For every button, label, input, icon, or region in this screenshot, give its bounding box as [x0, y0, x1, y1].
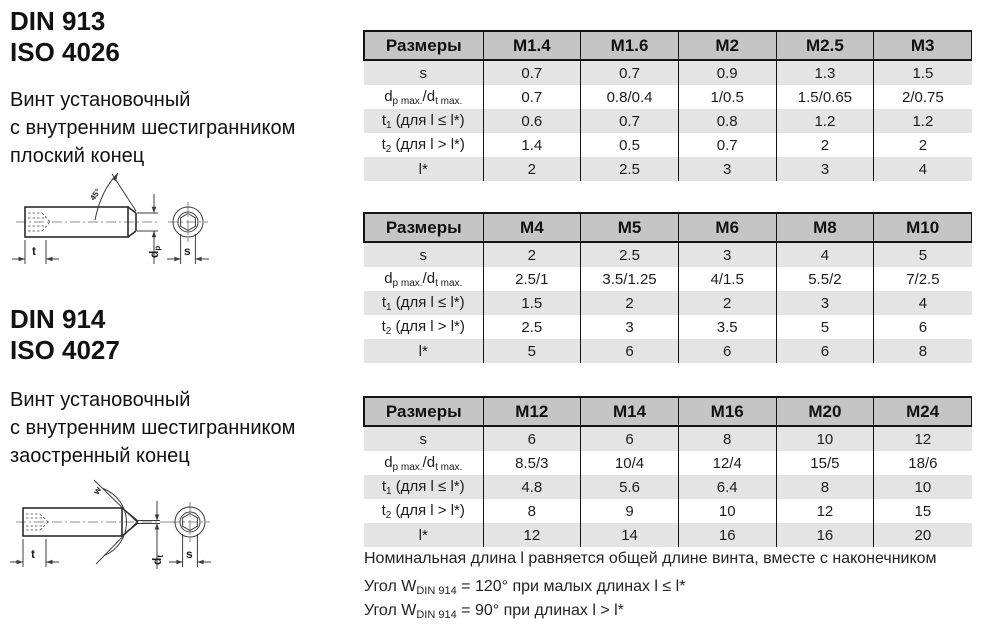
value-cell: 2 — [678, 291, 776, 315]
header-row — [364, 31, 972, 60]
subscript: DIN 914 — [416, 609, 457, 621]
text-segment: = 90° при длинах l > l* — [456, 602, 624, 619]
table-row — [364, 267, 972, 291]
value-cell: 1.2 — [776, 109, 874, 133]
end-view — [169, 502, 211, 567]
value-cell: 8 — [874, 339, 972, 363]
value-cell: 3.5/1.25 — [581, 267, 679, 291]
col-header-sizes: Размеры — [364, 213, 483, 242]
text-segment: /d — [422, 453, 436, 471]
value-cell: 1/0.5 — [678, 85, 776, 109]
col-header-sizes: Размеры — [364, 397, 483, 426]
value-cell: 2.5 — [581, 242, 679, 267]
subscript: DIN 914 — [416, 585, 457, 597]
col-header-size: M10 — [874, 213, 972, 242]
description-line: плоский конец — [10, 145, 145, 167]
text-segment: s — [419, 246, 427, 264]
text-segment: s — [419, 64, 427, 82]
value-cell: 0.8/0.4 — [581, 85, 679, 109]
value-cell: 6 — [581, 339, 679, 363]
value-cell: 15 — [874, 499, 972, 523]
text-segment: d — [384, 87, 393, 105]
value-cell: 10 — [874, 475, 972, 499]
value-cell: 0.5 — [581, 133, 679, 157]
value-cell: 0.9 — [678, 60, 776, 85]
text-segment: (для l ≤ l*) — [391, 111, 465, 129]
table-row — [364, 523, 972, 547]
value-cell: 12 — [776, 499, 874, 523]
value-cell: 2 — [776, 133, 874, 157]
row-label-cell — [364, 426, 483, 451]
text-segment: t — [381, 293, 387, 311]
value-cell: 0.7 — [581, 60, 679, 85]
value-cell: 9 — [581, 499, 679, 523]
standard-block-din914 — [10, 304, 120, 366]
note-angle-90 — [364, 602, 624, 621]
value-cell: 2.5 — [581, 157, 679, 181]
value-cell: 3 — [678, 157, 776, 181]
description-line: Винт установочный — [10, 389, 191, 411]
row-label-cell — [364, 267, 483, 291]
value-cell: 2 — [874, 133, 972, 157]
col-header-size: M12 — [483, 397, 581, 426]
col-header-size: M24 — [874, 397, 972, 426]
text-segment: /d — [422, 87, 436, 105]
subscript: p max. — [392, 461, 423, 473]
description-line: с внутренним шестигранником — [10, 417, 296, 439]
dimension-dt — [137, 501, 165, 569]
value-cell: 3 — [678, 242, 776, 267]
value-cell: 18/6 — [874, 451, 972, 475]
value-cell: 2 — [483, 157, 581, 181]
subscript: t max. — [435, 95, 463, 107]
flat-point-screw-drawing — [8, 168, 238, 303]
col-header-size: M3 — [874, 31, 972, 60]
value-cell: 1.2 — [874, 109, 972, 133]
col-header-size: M8 — [776, 213, 874, 242]
row-label-cell — [364, 242, 483, 267]
table-row — [364, 109, 972, 133]
value-cell: 1.5 — [874, 60, 972, 85]
text-segment: t — [381, 135, 386, 153]
description-line: заостренный конец — [10, 445, 190, 467]
text-segment: (для l ≤ l*) — [391, 293, 465, 311]
row-label-cell — [364, 339, 483, 363]
dimension-dp — [137, 194, 162, 264]
table-row — [364, 426, 972, 451]
value-cell: 12 — [874, 426, 972, 451]
value-cell: 5.6 — [581, 475, 679, 499]
col-header-size: M2.5 — [776, 31, 874, 60]
value-cell: 16 — [776, 523, 874, 547]
value-cell: 10/4 — [581, 451, 679, 475]
subscript: p max. — [392, 95, 423, 107]
value-cell: 12 — [483, 523, 581, 547]
dim-t-label: t — [32, 244, 36, 258]
dimensions-table-small-sizes — [363, 30, 972, 181]
dim-dp-label: dp — [147, 245, 162, 258]
table-row — [364, 242, 972, 267]
value-cell: 4.8 — [483, 475, 581, 499]
text-segment: Угол W — [364, 578, 417, 595]
value-cell: 6 — [678, 339, 776, 363]
subscript: 2 — [385, 325, 392, 337]
value-cell: 6 — [776, 339, 874, 363]
side-view — [12, 173, 162, 264]
end-view — [167, 202, 209, 264]
dim-s-label: s — [186, 547, 193, 561]
value-cell: 3 — [581, 315, 679, 339]
value-cell: 2.5/1 — [483, 267, 581, 291]
text-segment: t — [381, 477, 387, 495]
row-label-cell — [364, 475, 483, 499]
text-segment: d — [384, 453, 393, 471]
description-din913 — [10, 86, 295, 170]
value-cell: 0.7 — [678, 133, 776, 157]
value-cell: 0.8 — [678, 109, 776, 133]
value-cell: 5 — [874, 242, 972, 267]
value-cell: 2/0.75 — [874, 85, 972, 109]
value-cell: 8.5/3 — [483, 451, 581, 475]
value-cell: 0.7 — [483, 60, 581, 85]
col-header-size: M16 — [678, 397, 776, 426]
text-segment: t — [381, 317, 386, 335]
value-cell: 1.4 — [483, 133, 581, 157]
table-row — [364, 475, 972, 499]
text-segment: /d — [422, 269, 436, 287]
chamfer-angle-label: 45° — [88, 187, 103, 203]
table-row — [364, 157, 972, 181]
row-label-cell — [364, 157, 483, 181]
text-segment: (для l > l*) — [391, 135, 465, 153]
din-number: DIN 914 — [10, 304, 106, 334]
subscript: 1 — [386, 485, 392, 497]
value-cell: 4 — [776, 242, 874, 267]
value-cell: 0.7 — [581, 109, 679, 133]
table-row — [364, 291, 972, 315]
value-cell: 7/2.5 — [874, 267, 972, 291]
side-view — [10, 480, 176, 569]
value-cell: 8 — [776, 475, 874, 499]
dimensions-table-medium-sizes — [363, 212, 972, 363]
col-header-size: M1.4 — [483, 31, 581, 60]
value-cell: 1.5 — [483, 291, 581, 315]
value-cell: 14 — [581, 523, 679, 547]
value-cell: 0.7 — [483, 85, 581, 109]
value-cell: 2 — [483, 242, 581, 267]
subscript: p max. — [392, 277, 423, 289]
cone-point-screw-drawing — [8, 473, 238, 608]
subscript: t max. — [435, 461, 463, 473]
value-cell: 6 — [874, 315, 972, 339]
col-header-size: M2 — [678, 31, 776, 60]
table-row — [364, 85, 972, 109]
value-cell: 2 — [581, 291, 679, 315]
value-cell: 4/1.5 — [678, 267, 776, 291]
note-angle-120 — [364, 578, 685, 597]
description-din914 — [10, 386, 295, 470]
value-cell: 4 — [874, 157, 972, 181]
text-segment: (для l > l*) — [391, 501, 465, 519]
table-row — [364, 60, 972, 85]
row-label-cell — [364, 60, 483, 85]
dimensions-table-large-sizes — [363, 396, 972, 547]
row-label-cell — [364, 85, 483, 109]
table-row — [364, 339, 972, 363]
value-cell: 4 — [874, 291, 972, 315]
value-cell: 3.5 — [678, 315, 776, 339]
subscript: 2 — [385, 509, 392, 521]
row-label-cell — [364, 133, 483, 157]
header-row — [364, 397, 972, 426]
value-cell: 5.5/2 — [776, 267, 874, 291]
din-number: DIN 913 — [10, 6, 106, 36]
dim-t-label: t — [31, 547, 35, 561]
row-label-cell — [364, 315, 483, 339]
dim-s-label: s — [184, 244, 191, 258]
text-segment: t — [381, 501, 386, 519]
header-row — [364, 213, 972, 242]
value-cell: 10 — [678, 499, 776, 523]
row-label-cell — [364, 499, 483, 523]
col-header-size: M6 — [678, 213, 776, 242]
iso-number: ISO 4027 — [10, 335, 120, 365]
text-segment: l* — [418, 160, 428, 178]
col-header-size: M4 — [483, 213, 581, 242]
value-cell: 8 — [678, 426, 776, 451]
note-nominal-length: Номинальная длина l равняется общей длине винта, вместе с наконечником — [364, 550, 937, 567]
row-label-cell — [364, 291, 483, 315]
value-cell: 5 — [483, 339, 581, 363]
text-segment: l* — [418, 526, 428, 544]
subscript: 2 — [385, 143, 392, 155]
value-cell: 6.4 — [678, 475, 776, 499]
col-header-size: M14 — [581, 397, 679, 426]
text-segment: t — [381, 111, 387, 129]
text-segment: (для l > l*) — [391, 317, 465, 335]
value-cell: 5 — [776, 315, 874, 339]
table-row — [364, 499, 972, 523]
value-cell: 1.5/0.65 — [776, 85, 874, 109]
cone-angle-label: w — [91, 484, 104, 496]
text-segment: d — [384, 269, 393, 287]
description-line: с внутренним шестигранником — [10, 117, 296, 139]
subscript: t max. — [435, 277, 463, 289]
description-line: Винт установочный — [10, 89, 191, 111]
iso-number: ISO 4026 — [10, 37, 120, 67]
text-segment: Угол W — [364, 602, 417, 619]
standard-block-din913 — [10, 6, 120, 68]
value-cell: 6 — [581, 426, 679, 451]
subscript: 1 — [386, 301, 392, 313]
value-cell: 2.5 — [483, 315, 581, 339]
col-header-size: M20 — [776, 397, 874, 426]
text-segment: (для l ≤ l*) — [391, 477, 465, 495]
value-cell: 10 — [776, 426, 874, 451]
text-segment: l* — [418, 342, 428, 360]
table-row — [364, 315, 972, 339]
value-cell: 0.6 — [483, 109, 581, 133]
value-cell: 16 — [678, 523, 776, 547]
dimension-t — [12, 240, 59, 264]
value-cell: 20 — [874, 523, 972, 547]
text-segment: = 120° при малых длинах l ≤ l* — [456, 578, 686, 595]
col-header-size: M1.6 — [581, 31, 679, 60]
value-cell: 12/4 — [678, 451, 776, 475]
value-cell: 3 — [776, 157, 874, 181]
subscript: 1 — [386, 119, 392, 131]
row-label-cell — [364, 523, 483, 547]
dimension-t — [10, 539, 59, 567]
table-row — [364, 133, 972, 157]
row-label-cell — [364, 109, 483, 133]
row-label-cell — [364, 451, 483, 475]
value-cell: 3 — [776, 291, 874, 315]
dim-dt-label: dt — [150, 554, 165, 565]
col-header-size: M5 — [581, 213, 679, 242]
col-header-sizes: Размеры — [364, 31, 483, 60]
value-cell: 15/5 — [776, 451, 874, 475]
value-cell: 8 — [483, 499, 581, 523]
value-cell: 1.3 — [776, 60, 874, 85]
text-segment: s — [419, 430, 427, 448]
value-cell: 6 — [483, 426, 581, 451]
chamfer-angle-callout — [88, 173, 136, 220]
table-row — [364, 451, 972, 475]
